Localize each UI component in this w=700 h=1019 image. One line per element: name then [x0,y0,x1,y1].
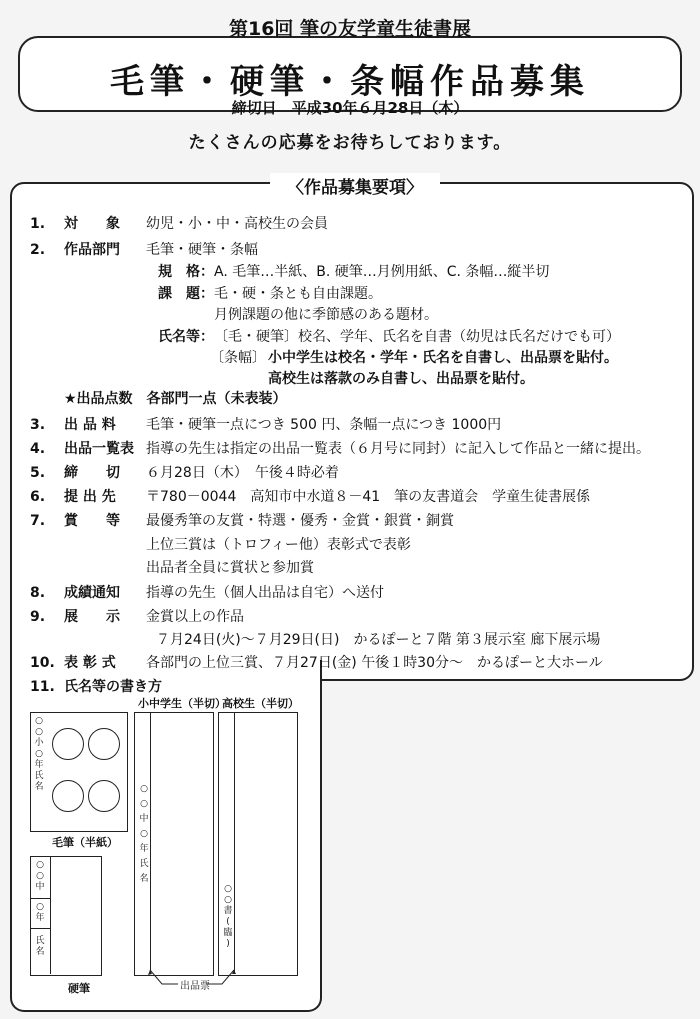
kohitsu-school-column: ○ ○ 中 [35,860,45,892]
item-number: 1. [30,216,46,232]
item-number: 2. [30,242,46,258]
kohitsu-divider [30,928,50,929]
item-value: 各部門の上位三賞、７月27日(金) 午後１時30分～ かるぽーと大ホール [146,655,603,671]
item-label: 提 出 先 [64,489,116,505]
award-text-3: 出品者全員に賞状と参加賞 [146,560,314,576]
koko-ticket-strip [234,712,236,974]
kikaku-label: 規 格： [158,264,214,280]
character-circle [52,728,84,760]
item-number: 8. [30,585,46,601]
item-row-target [30,213,328,233]
item-row-ceremony [30,652,603,672]
item-number: 10. [30,655,55,671]
item-value: 毛筆・硬筆一点につき 500 円、条幅一点につき 1000円 [146,417,502,433]
shochu-caption: 小中学生（半切） [138,697,226,710]
item-value: 最優秀筆の友賞・特選・優秀・金賞・銀賞・銅賞 [146,513,454,529]
item-label: 表 彰 式 [64,655,116,671]
kohitsu-divider [30,898,50,899]
item-number: 5. [30,465,46,481]
mohitsu-name-column: ○ ○ 小 ○ 年 氏 名 [34,716,44,792]
item-label: 成績通知 [64,585,120,601]
kohitsu-caption: 硬筆 [68,982,90,995]
item-number: 11. [30,679,55,695]
shimei-label: 氏名等： [158,329,214,345]
item-row-category [30,239,258,259]
kikaku-text: A. 毛筆…半紙、B. 硬筆…月例用紙、C. 条幅…縦半切 [214,264,550,280]
shimei-tag: 〔条幅〕 [210,350,266,366]
item-value: 〒780－0044 高知市中水道８－41 筆の友書道会 学童生徒書展係 [146,489,591,505]
item-row-address [30,486,590,506]
character-circle [88,780,120,812]
item-label: 氏名等の書き方 [64,679,162,695]
exhibit-text-2: ７月24日(火)～７月29日(日) かるぽーと７階 第３展示室 廊下展示場 [156,632,601,648]
item-number: 4. [30,441,46,457]
item-label: 展 示 [64,609,120,625]
submission-points: ★出品点数 各部門一点（未表装） [64,391,287,407]
item-number: 7. [30,513,46,529]
kadai-label: 課 題： [158,286,214,302]
item-value: 幼児・小・中・高校生の会員 [146,216,328,232]
mohitsu-caption: 毛筆（半紙） [52,836,118,849]
ticket-caption: 出品票 [180,981,210,992]
item-value: ６月28日（木） 午後４時必着 [146,465,339,481]
item-value: 毛筆・硬筆・条幅 [146,242,258,258]
item-row-exhibit [30,606,244,626]
item-label: 賞 等 [64,513,120,529]
item-label: 締 切 [64,465,120,481]
kohitsu-grade-column: ○ 年 [35,902,45,923]
character-circle [52,780,84,812]
kadai-text-2: 月例課題の他に季節感のある題材。 [214,307,438,323]
item-label: 出品一覧表 [64,441,134,457]
item-value: 指導の先生（個人出品は自宅）へ送付 [146,585,384,601]
exhibition-subtitle: 第16回 筆の友学童生徒書展 [228,18,472,40]
item-value: 金賞以上の作品 [146,609,244,625]
kohitsu-name-column: 氏 名 [35,936,45,957]
item-label: 対 象 [64,216,120,232]
item-row-name-format [30,676,162,696]
koko-seal-column: ○ ○ 書 ( 臨 ) [223,884,233,949]
shochu-name-column: ○ ○ 中 ○ 年 氏 名 [139,784,149,884]
shimei-text-2: 小中学生は校名・学年・氏名を自書し、出品票を貼付。 [268,350,618,366]
kadai-text-1: 毛・硬・条とも自由課題。 [214,286,382,302]
item-row-awards [30,510,454,530]
item-row-results [30,582,384,602]
item-value: 指導の先生は指定の出品一覧表（６月号に同封）に記入して作品と一緒に提出。 [146,441,650,457]
shimei-text-3: 高校生は落款のみ自書し、出品票を貼付。 [268,371,534,387]
item-number: 3. [30,417,46,433]
award-text-2: 上位三賞は（トロフィー他）表彰式で表彰 [146,537,411,553]
character-circle [88,728,120,760]
deadline-text: 締切日 平成30年６月28日（木） [231,99,469,117]
item-row-fee [30,414,501,434]
shochu-ticket-strip [150,712,152,974]
kohitsu-margin-line [50,856,52,974]
item-row-list [30,438,650,458]
invitation-text: たくさんの応募をお待ちしております。 [188,133,512,153]
shimei-text-1: 〔毛・硬筆〕校名、学年、氏名を自書（幼児は氏名だけでも可） [214,329,620,345]
koko-caption: 高校生（半切） [222,697,299,710]
item-number: 9. [30,609,46,625]
panel-title: 〈作品募集要項〉 [270,173,440,198]
item-number: 6. [30,489,46,505]
item-row-deadline [30,462,339,482]
main-title: 毛筆・硬筆・条幅作品募集 [110,62,590,102]
item-label: 出 品 料 [64,417,116,433]
item-label: 作品部門 [64,242,120,258]
